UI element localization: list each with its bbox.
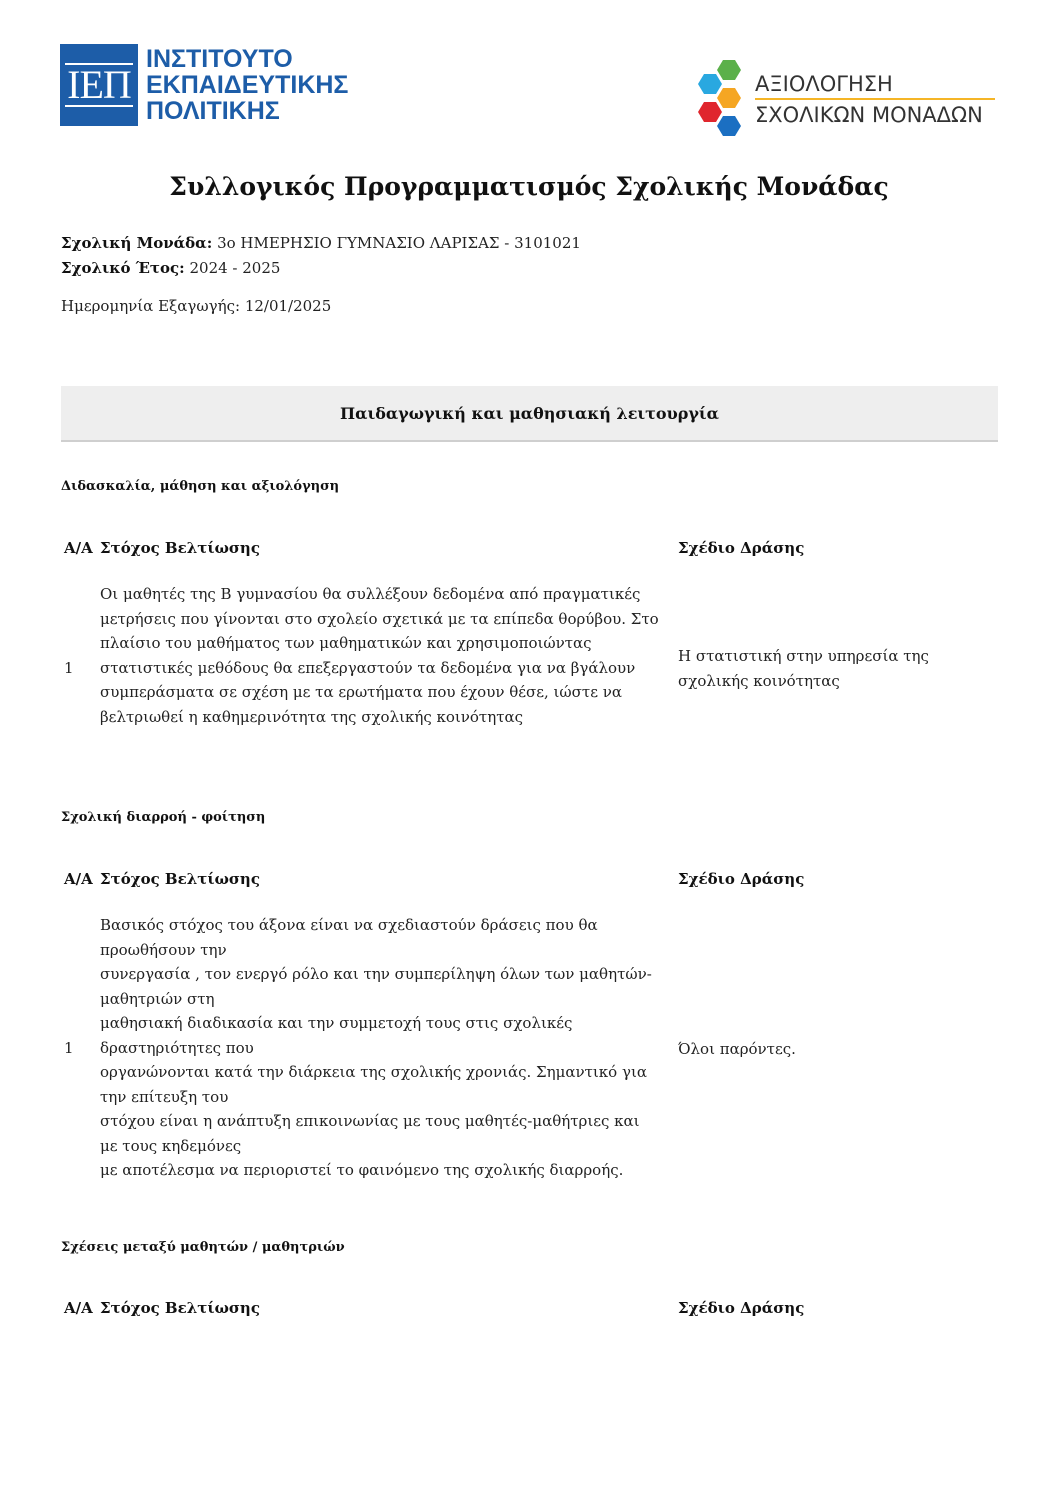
school-evaluation-logo xyxy=(697,58,997,142)
section-header: Παιδαγωγική και μαθησιακή λειτουργία xyxy=(61,386,998,442)
action-plan: Η στατιστική στην υπηρεσία της σχολικής κοινότητας xyxy=(678,647,929,690)
iep-logo-line: ΠΟΛΙΤΙΚΗΣ xyxy=(146,97,280,125)
school-year-value: 2024 - 2025 xyxy=(189,259,281,277)
iep-logo xyxy=(60,44,365,126)
goal-line: με αποτέλεσμα να περιοριστεί το φαινόμενο της σχολικής διαρροής. xyxy=(100,1161,624,1179)
column-header-aa: Α/Α xyxy=(64,539,93,557)
school-year xyxy=(61,259,280,277)
column-header-goal: Στόχος Βελτίωσης xyxy=(100,870,260,888)
goal-line: συνεργασία , τον ενεργό ρόλο και την συμπερίληψη όλων των μαθητών-μαθητριών στη xyxy=(100,965,652,1008)
column-header-goal: Στόχος Βελτίωσης xyxy=(100,1299,260,1317)
action-plan: Όλοι παρόντες. xyxy=(678,1040,796,1058)
iep-logo-mark-text: ΙΕΠ xyxy=(67,62,131,107)
row-number: 1 xyxy=(64,1039,74,1057)
iep-logo-line: ΙΝΣΤΙΤΟΥΤΟ xyxy=(146,45,293,73)
row-number: 1 xyxy=(64,659,74,677)
export-date-value: 12/01/2025 xyxy=(244,297,332,315)
school-unit-label: Σχολική Μονάδα: xyxy=(61,234,213,252)
column-header-aa: Α/Α xyxy=(64,1299,93,1317)
school-unit-value: 3ο ΗΜΕΡΗΣΙΟ ΓΥΜΝΑΣΙΟ ΛΑΡΙΣΑΣ - 3101021 xyxy=(217,234,581,252)
logo-text-line: ΣΧΟΛΙΚΩΝ ΜΟΝΑΔΩΝ xyxy=(755,103,983,127)
goal-line: στόχου είναι η ανάπτυξη επικοινωνίας με τους μαθητές-μαθήτριες και με τους κηδεμόνες xyxy=(100,1112,640,1155)
page-title: Συλλογικός Προγραμματισμός Σχολικής Μονάδας xyxy=(169,172,889,201)
hexagon-cluster-icon xyxy=(697,58,753,142)
goal-line: Βασικός στόχος του άξονα είναι να σχεδιαστούν δράσεις που θα προωθήσουν την xyxy=(100,916,598,959)
school-year-label: Σχολικό Έτος: xyxy=(61,259,185,277)
improvement-goal xyxy=(100,913,660,1183)
subsection-title: Σχολική διαρροή - φοίτηση xyxy=(61,810,266,825)
column-header-aa: Α/Α xyxy=(64,870,93,888)
iep-logo-text xyxy=(146,46,348,124)
logo-divider xyxy=(755,98,995,100)
subsection-title: Διδασκαλία, μάθηση και αξιολόγηση xyxy=(61,479,340,494)
column-header-goal: Στόχος Βελτίωσης xyxy=(100,539,260,557)
goal-line: οργανώνονται κατά την διάρκεια της σχολικής χρονιάς. Σημαντικό για την επίτευξη του xyxy=(100,1063,647,1106)
logo-text-line: ΑΞΙΟΛΟΓΗΣΗ xyxy=(755,72,893,96)
column-header-plan: Σχέδιο Δράσης xyxy=(678,1299,805,1317)
iep-logo-line: ΕΚΠΑΙΔΕΥΤΙΚΗΣ xyxy=(146,71,349,99)
iep-logo-mark xyxy=(60,44,138,126)
improvement-goal: Οι μαθητές της Β γυμνασίου θα συλλέξουν δεδομένα από πραγματικές μετρήσεις που γίνονται στο σχολείο σχετικά με τα επίπεδα θορύβου. Στο πλαίσιο του μαθήματος των μαθηματικών και χρησιμοποιώντας στατιστικές μεθόδους θα επεξεργαστούν τα δεδομένα για να βγάλουν συμπεράσματα σε σχέση με τα ερωτήματα που έχουν θέσε, ιώστε να βελτριωθεί η καθημερινότητα της σχολικής κοινότητας xyxy=(100,585,659,726)
subsection-title: Σχέσεις μεταξύ μαθητών / μαθητριών xyxy=(61,1240,345,1255)
goal-line: μαθησιακή διαδικασία και την συμμετοχή τους στις σχολικές δραστηριότητες που xyxy=(100,1014,573,1057)
column-header-plan: Σχέδιο Δράσης xyxy=(678,539,805,557)
export-date-label: Ημερομηνία Εξαγωγής: xyxy=(61,297,241,315)
export-date xyxy=(61,297,331,315)
school-unit xyxy=(61,234,581,252)
column-header-plan: Σχέδιο Δράσης xyxy=(678,870,805,888)
